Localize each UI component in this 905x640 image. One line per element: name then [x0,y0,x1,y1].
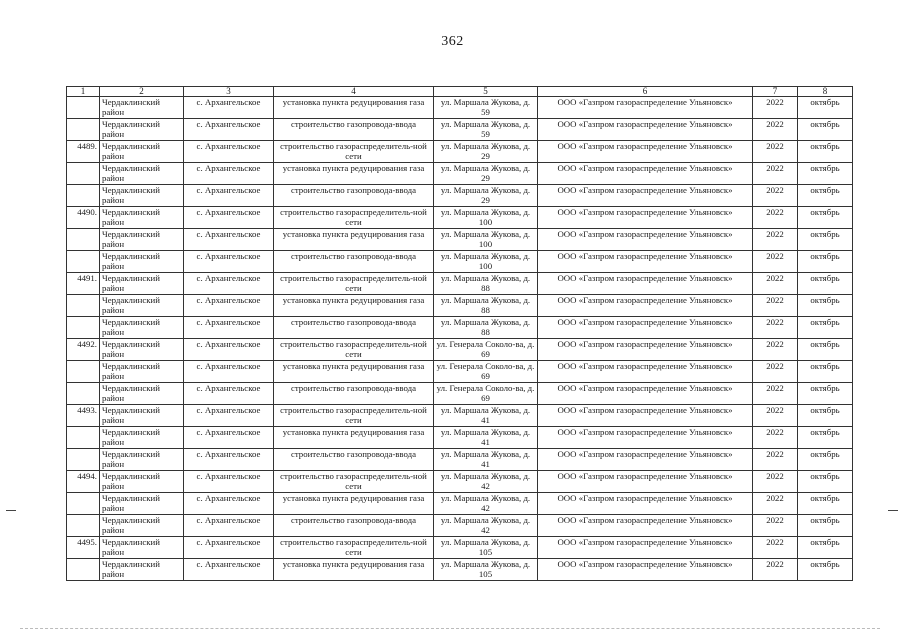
month-cell: октябрь [798,273,853,295]
organization-cell: ООО «Газпром газораспределение Ульяновск» [538,317,753,339]
locality-cell: с. Архангельское [184,361,274,383]
district-cell: Чердаклинский район [100,559,184,581]
table-row [67,119,853,141]
work-type-cell: строительство газопровода-ввода [274,383,434,405]
table-row [67,141,853,163]
locality-cell: с. Архангельское [184,449,274,471]
table-row [67,515,853,537]
year-cell: 2022 [753,405,798,427]
month-cell: октябрь [798,339,853,361]
column-header: 4 [274,87,434,97]
row-number [67,427,100,449]
locality-cell: с. Архангельское [184,559,274,581]
organization-cell: ООО «Газпром газораспределение Ульяновск» [538,559,753,581]
row-number: 4493. [67,405,100,427]
column-header: 1 [67,87,100,97]
year-cell: 2022 [753,295,798,317]
district-cell: Чердаклинский район [100,163,184,185]
table-row [67,427,853,449]
table-row [67,185,853,207]
locality-cell: с. Архангельское [184,339,274,361]
work-type-cell: установка пункта редуцирования газа [274,493,434,515]
locality-cell: с. Архангельское [184,405,274,427]
organization-cell: ООО «Газпром газораспределение Ульяновск» [538,229,753,251]
address-cell: ул. Маршала Жукова, д. 42 [434,515,538,537]
work-type-cell: строительство газораспределитель-ной сети [274,537,434,559]
year-cell: 2022 [753,449,798,471]
locality-cell: с. Архангельское [184,163,274,185]
month-cell: октябрь [798,405,853,427]
month-cell: октябрь [798,559,853,581]
address-cell: ул. Маршала Жукова, д. 105 [434,537,538,559]
year-cell: 2022 [753,229,798,251]
year-cell: 2022 [753,339,798,361]
scan-margin-mark [6,510,16,511]
work-type-cell: строительство газопровода-ввода [274,449,434,471]
year-cell: 2022 [753,97,798,119]
column-header: 8 [798,87,853,97]
address-cell: ул. Маршала Жукова, д. 88 [434,273,538,295]
locality-cell: с. Архангельское [184,295,274,317]
month-cell: октябрь [798,119,853,141]
address-cell: ул. Генерала Соколо-ва, д. 69 [434,361,538,383]
organization-cell: ООО «Газпром газораспределение Ульяновск» [538,141,753,163]
year-cell: 2022 [753,141,798,163]
district-cell: Чердаклинский район [100,405,184,427]
work-type-cell: строительство газораспределитель-ной сети [274,273,434,295]
month-cell: октябрь [798,97,853,119]
row-number [67,449,100,471]
district-cell: Чердаклинский район [100,317,184,339]
row-number [67,515,100,537]
row-number [67,295,100,317]
organization-cell: ООО «Газпром газораспределение Ульяновск» [538,207,753,229]
address-cell: ул. Генерала Соколо-ва, д. 69 [434,339,538,361]
work-type-cell: строительство газораспределитель-ной сети [274,207,434,229]
row-number: 4495. [67,537,100,559]
year-cell: 2022 [753,559,798,581]
work-type-cell: строительство газораспределитель-ной сети [274,405,434,427]
table-row [67,273,853,295]
month-cell: октябрь [798,251,853,273]
locality-cell: с. Архангельское [184,185,274,207]
row-number [67,185,100,207]
month-cell: октябрь [798,427,853,449]
address-cell: ул. Маршала Жукова, д. 41 [434,449,538,471]
organization-cell: ООО «Газпром газораспределение Ульяновск» [538,339,753,361]
address-cell: ул. Маршала Жукова, д. 59 [434,119,538,141]
year-cell: 2022 [753,427,798,449]
table-row [67,317,853,339]
column-header: 7 [753,87,798,97]
work-type-cell: строительство газораспределитель-ной сети [274,339,434,361]
locality-cell: с. Архангельское [184,229,274,251]
address-cell: ул. Маршала Жукова, д. 59 [434,97,538,119]
year-cell: 2022 [753,493,798,515]
table-row [67,295,853,317]
district-cell: Чердаклинский район [100,449,184,471]
table-row [67,449,853,471]
row-number [67,229,100,251]
organization-cell: ООО «Газпром газораспределение Ульяновск» [538,383,753,405]
work-type-cell: установка пункта редуцирования газа [274,229,434,251]
month-cell: октябрь [798,471,853,493]
work-type-cell: установка пункта редуцирования газа [274,163,434,185]
year-cell: 2022 [753,537,798,559]
organization-cell: ООО «Газпром газораспределение Ульяновск» [538,405,753,427]
organization-cell: ООО «Газпром газораспределение Ульяновск» [538,537,753,559]
locality-cell: с. Архангельское [184,207,274,229]
table-body [67,97,853,581]
address-cell: ул. Маршала Жукова, д. 41 [434,405,538,427]
organization-cell: ООО «Газпром газораспределение Ульяновск» [538,185,753,207]
locality-cell: с. Архангельское [184,383,274,405]
work-type-cell: установка пункта редуцирования газа [274,427,434,449]
row-number: 4492. [67,339,100,361]
work-type-cell: строительство газопровода-ввода [274,317,434,339]
month-cell: октябрь [798,229,853,251]
table-row [67,163,853,185]
row-number [67,163,100,185]
scan-edge-line [20,628,880,629]
work-type-cell: строительство газопровода-ввода [274,119,434,141]
row-number: 4491. [67,273,100,295]
district-cell: Чердаклинский район [100,119,184,141]
row-number: 4494. [67,471,100,493]
month-cell: октябрь [798,493,853,515]
row-number: 4490. [67,207,100,229]
organization-cell: ООО «Газпром газораспределение Ульяновск» [538,361,753,383]
year-cell: 2022 [753,185,798,207]
work-type-cell: строительство газопровода-ввода [274,251,434,273]
organization-cell: ООО «Газпром газораспределение Ульяновск» [538,471,753,493]
row-number [67,493,100,515]
organization-cell: ООО «Газпром газораспределение Ульяновск» [538,163,753,185]
month-cell: октябрь [798,185,853,207]
table-row [67,471,853,493]
district-cell: Чердаклинский район [100,383,184,405]
row-number [67,361,100,383]
gasification-schedule-table [66,86,853,581]
district-cell: Чердаклинский район [100,273,184,295]
locality-cell: с. Архангельское [184,141,274,163]
work-type-cell: установка пункта редуцирования газа [274,97,434,119]
district-cell: Чердаклинский район [100,185,184,207]
district-cell: Чердаклинский район [100,229,184,251]
district-cell: Чердаклинский район [100,295,184,317]
organization-cell: ООО «Газпром газораспределение Ульяновск» [538,295,753,317]
work-type-cell: строительство газопровода-ввода [274,185,434,207]
address-cell: ул. Маршала Жукова, д. 100 [434,229,538,251]
address-cell: ул. Маршала Жукова, д. 100 [434,251,538,273]
column-header: 2 [100,87,184,97]
row-number [67,97,100,119]
address-cell: ул. Маршала Жукова, д. 105 [434,559,538,581]
locality-cell: с. Архангельское [184,317,274,339]
organization-cell: ООО «Газпром газораспределение Ульяновск» [538,449,753,471]
address-cell: ул. Генерала Соколо-ва, д. 69 [434,383,538,405]
locality-cell: с. Архангельское [184,427,274,449]
year-cell: 2022 [753,251,798,273]
table-row [67,493,853,515]
work-type-cell: установка пункта редуцирования газа [274,559,434,581]
month-cell: октябрь [798,141,853,163]
table-row [67,97,853,119]
year-cell: 2022 [753,317,798,339]
work-type-cell: строительство газопровода-ввода [274,515,434,537]
table-row [67,361,853,383]
address-cell: ул. Маршала Жукова, д. 42 [434,471,538,493]
year-cell: 2022 [753,515,798,537]
address-cell: ул. Маршала Жукова, д. 29 [434,185,538,207]
page-number: 362 [441,34,464,49]
month-cell: октябрь [798,163,853,185]
district-cell: Чердаклинский район [100,471,184,493]
organization-cell: ООО «Газпром газораспределение Ульяновск» [538,97,753,119]
year-cell: 2022 [753,163,798,185]
locality-cell: с. Архангельское [184,515,274,537]
table-row [67,339,853,361]
month-cell: октябрь [798,449,853,471]
table-row [67,405,853,427]
address-cell: ул. Маршала Жукова, д. 88 [434,317,538,339]
table-row [67,559,853,581]
column-header: 3 [184,87,274,97]
table-row [67,383,853,405]
row-number [67,383,100,405]
district-cell: Чердаклинский район [100,339,184,361]
organization-cell: ООО «Газпром газораспределение Ульяновск» [538,119,753,141]
scan-margin-mark [888,510,898,511]
district-cell: Чердаклинский район [100,97,184,119]
month-cell: октябрь [798,383,853,405]
row-number [67,251,100,273]
organization-cell: ООО «Газпром газораспределение Ульяновск» [538,515,753,537]
year-cell: 2022 [753,119,798,141]
district-cell: Чердаклинский район [100,141,184,163]
month-cell: октябрь [798,295,853,317]
month-cell: октябрь [798,317,853,339]
locality-cell: с. Архангельское [184,537,274,559]
locality-cell: с. Архангельское [184,493,274,515]
work-type-cell: строительство газораспределитель-ной сети [274,471,434,493]
table-row [67,251,853,273]
year-cell: 2022 [753,207,798,229]
column-header: 6 [538,87,753,97]
locality-cell: с. Архангельское [184,251,274,273]
table-row [67,537,853,559]
locality-cell: с. Архангельское [184,119,274,141]
row-number [67,317,100,339]
month-cell: октябрь [798,537,853,559]
row-number: 4489. [67,141,100,163]
work-type-cell: установка пункта редуцирования газа [274,295,434,317]
table-row [67,207,853,229]
address-cell: ул. Маршала Жукова, д. 42 [434,493,538,515]
column-header: 5 [434,87,538,97]
district-cell: Чердаклинский район [100,427,184,449]
locality-cell: с. Архангельское [184,97,274,119]
district-cell: Чердаклинский район [100,251,184,273]
organization-cell: ООО «Газпром газораспределение Ульяновск» [538,273,753,295]
address-cell: ул. Маршала Жукова, д. 41 [434,427,538,449]
address-cell: ул. Маршала Жукова, д. 88 [434,295,538,317]
month-cell: октябрь [798,515,853,537]
locality-cell: с. Архангельское [184,273,274,295]
column-number-row [67,87,853,97]
district-cell: Чердаклинский район [100,537,184,559]
work-type-cell: строительство газораспределитель-ной сети [274,141,434,163]
row-number [67,559,100,581]
month-cell: октябрь [798,207,853,229]
district-cell: Чердаклинский район [100,493,184,515]
year-cell: 2022 [753,361,798,383]
month-cell: октябрь [798,361,853,383]
table-row [67,229,853,251]
work-type-cell: установка пункта редуцирования газа [274,361,434,383]
organization-cell: ООО «Газпром газораспределение Ульяновск» [538,427,753,449]
row-number [67,119,100,141]
district-cell: Чердаклинский район [100,361,184,383]
year-cell: 2022 [753,273,798,295]
year-cell: 2022 [753,383,798,405]
district-cell: Чердаклинский район [100,515,184,537]
locality-cell: с. Архангельское [184,471,274,493]
address-cell: ул. Маршала Жукова, д. 29 [434,141,538,163]
organization-cell: ООО «Газпром газораспределение Ульяновск» [538,493,753,515]
address-cell: ул. Маршала Жукова, д. 100 [434,207,538,229]
address-cell: ул. Маршала Жукова, д. 29 [434,163,538,185]
year-cell: 2022 [753,471,798,493]
district-cell: Чердаклинский район [100,207,184,229]
organization-cell: ООО «Газпром газораспределение Ульяновск» [538,251,753,273]
